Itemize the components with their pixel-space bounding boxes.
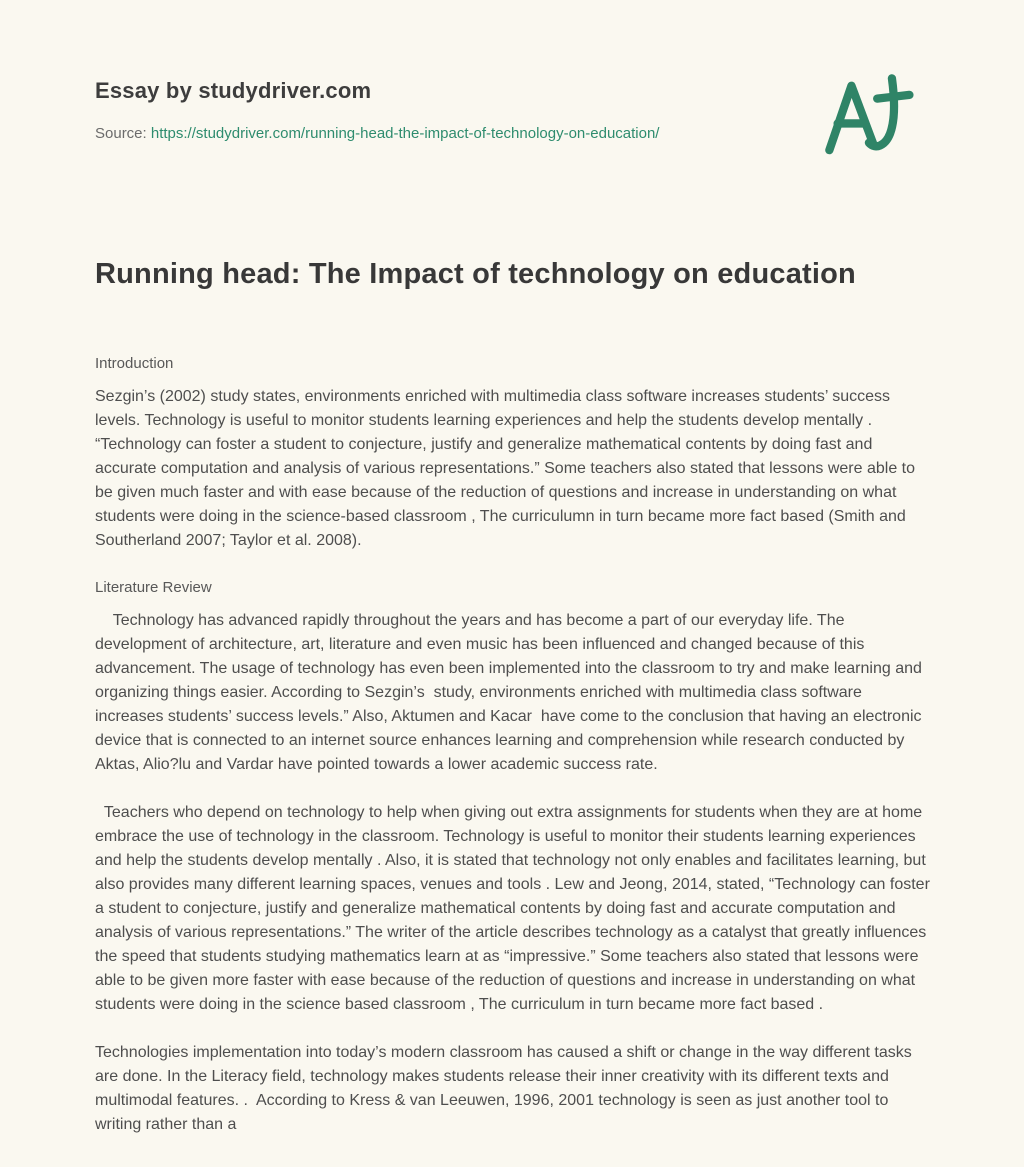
source-label: Source: bbox=[95, 125, 147, 142]
essay-by-title: Essay by studydriver.com bbox=[95, 78, 372, 103]
section-heading-literature-review: Literature Review bbox=[95, 579, 212, 596]
document-header bbox=[95, 78, 930, 142]
paragraph-literature-review-3: Technologies implementation into today’s modern classroom has caused a shift or change in the way different tasks are done. In the Literacy field, technology makes students release their inner creativity with its different texts and multimodal features. . According to Kress & van Leeuwen, 1996, 2001 technology is seen as just another tool to writing rather than a bbox=[95, 1044, 917, 1133]
section-heading-introduction: Introduction bbox=[95, 355, 174, 372]
document-title: Running head: The Impact of technology on education bbox=[95, 258, 856, 290]
document-body bbox=[95, 355, 935, 1137]
paragraph-introduction: Sezgin’s (2002) study states, environments enriched with multimedia class software increases students’ success levels. Technology is useful to monitor students learning experiences and help the students develop mentally . “Technology can foster a student to conjecture, justify and generalize mathematical contents by doing fast and accurate computation and analysis of various representations.” Some teachers also stated that lessons were able to be given much faster and with ease because of the reduction of questions and increase in understanding on what students were doing in the science-based classroom , The curriculumn in turn became more fact based (Smith and Southerland 2007; Taylor et al. 2008). bbox=[95, 388, 920, 549]
paragraph-literature-review-1: Technology has advanced rapidly throughout the years and has become a part of our everyday life. The development of architecture, art, literature and even music has been influenced and changed because of this advancement. The usage of technology has even been implemented into the classroom to try and make learning and organizing things easier. According to Sezgin’s study, environments enriched with multimedia class software increases students’ success levels.” Also, Aktumen and Kacar have come to the conclusion that having an electronic device that is connected to an internet source enhances learning and comprehension while research conducted by Aktas, Alio?lu and Vardar have pointed towards a lower academic success rate. bbox=[95, 612, 927, 773]
source-url-link[interactable]: https://studydriver.com/running-head-the-impact-of-technology-on-education/ bbox=[150, 125, 660, 142]
source-line bbox=[95, 125, 930, 142]
studydriver-logo-icon bbox=[822, 70, 914, 164]
paragraph-literature-review-2: Teachers who depend on technology to help when giving out extra assignments for students when they are at home embrace the use of technology in the classroom. Technology is useful to monitor their students learning experiences and help the students develop mentally . Also, it is stated that technology not only enables and facilitates learning, but also provides many different learning spaces, venues and tools . Lew and Jeong, 2014, stated, “Technology can foster a student to conjecture, justify and generalize mathematical contents by doing fast and accurate computation and analysis of various representations.” The writer of the article describes technology as a catalyst that greatly influences the speed that students studying mathematics learn at as “impressive.” Some teachers also stated that lessons were able to be given more faster with ease because of the reduction of questions and increase in understanding on what students were doing in the science based classroom , The curriculum in turn became more fact based . bbox=[95, 804, 935, 1013]
